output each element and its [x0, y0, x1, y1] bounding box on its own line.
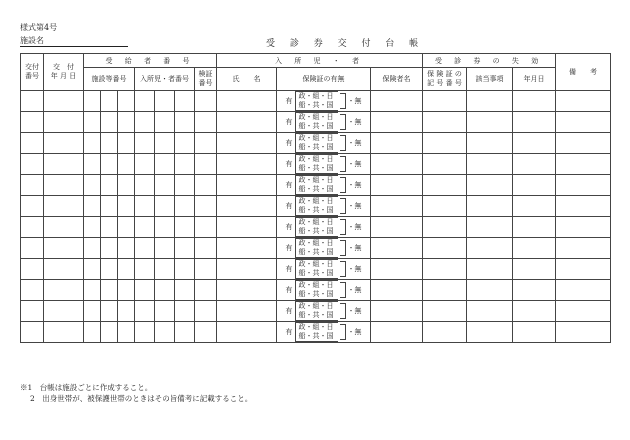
- insurance-types-1[interactable]: 政・組・日: [295, 133, 338, 143]
- cell-insurance-card: [277, 91, 371, 112]
- cell-verify-no[interactable]: [195, 301, 217, 322]
- cell-resident-no-2[interactable]: [155, 238, 175, 259]
- insurance-types-2[interactable]: 船・共・国: [295, 206, 338, 216]
- cell-verify-no[interactable]: [195, 217, 217, 238]
- cell-remarks[interactable]: [556, 112, 611, 133]
- cell-facility-no-3[interactable]: [118, 196, 135, 217]
- cell-issue-date[interactable]: [44, 175, 84, 196]
- cell-insurance-card: [277, 217, 371, 238]
- cell-facility-no-3[interactable]: [118, 259, 135, 280]
- bracket-mark: [340, 282, 346, 298]
- insurance-has[interactable]: 有: [285, 286, 293, 294]
- cell-resident-no-2[interactable]: [155, 301, 175, 322]
- cell-resident-no-1[interactable]: [135, 175, 155, 196]
- cell-issue-no[interactable]: [21, 322, 44, 343]
- cell-resident-no-1[interactable]: [135, 259, 155, 280]
- bracket-mark: [340, 114, 346, 130]
- insurance-has[interactable]: 有: [285, 181, 293, 189]
- cell-verify-no[interactable]: [195, 259, 217, 280]
- cell-resident-no-2[interactable]: [155, 196, 175, 217]
- cell-name[interactable]: [217, 280, 277, 301]
- insurance-has[interactable]: 有: [285, 139, 293, 147]
- cell-facility-no-3[interactable]: [118, 133, 135, 154]
- cell-matter[interactable]: [467, 238, 513, 259]
- table-row: [21, 196, 611, 217]
- insurance-none[interactable]: ・無: [347, 286, 362, 294]
- table-row: [21, 91, 611, 112]
- insurance-none[interactable]: ・無: [347, 223, 362, 231]
- bracket-mark: [340, 93, 346, 109]
- cell-facility-no-1[interactable]: [84, 280, 101, 301]
- cell-valid-date[interactable]: [513, 238, 556, 259]
- cell-verify-no[interactable]: [195, 175, 217, 196]
- cell-resident-no-1[interactable]: [135, 112, 155, 133]
- cell-facility-no-2[interactable]: [101, 154, 118, 175]
- cell-facility-no-3[interactable]: [118, 280, 135, 301]
- cell-issue-date[interactable]: [44, 154, 84, 175]
- cell-issue-date[interactable]: [44, 91, 84, 112]
- cell-card-symbol[interactable]: [423, 280, 467, 301]
- cell-insured-name[interactable]: [371, 196, 423, 217]
- cell-card-symbol[interactable]: [423, 91, 467, 112]
- insurance-has[interactable]: 有: [285, 97, 293, 105]
- cell-verify-no[interactable]: [195, 154, 217, 175]
- cell-insured-name[interactable]: [371, 280, 423, 301]
- cell-verify-no[interactable]: [195, 238, 217, 259]
- insurance-types-2[interactable]: 船・共・国: [295, 290, 338, 300]
- insurance-none[interactable]: ・無: [347, 97, 362, 105]
- cell-resident-no-3[interactable]: [175, 280, 195, 301]
- cell-insurance-card: [277, 196, 371, 217]
- cell-facility-no-1[interactable]: [84, 301, 101, 322]
- cell-name[interactable]: [217, 238, 277, 259]
- cell-resident-no-2[interactable]: [155, 280, 175, 301]
- insurance-has[interactable]: 有: [285, 223, 293, 231]
- cell-verify-no[interactable]: [195, 280, 217, 301]
- cell-remarks[interactable]: [556, 133, 611, 154]
- col-header-resident-group: 入 所 児 ・ 者: [217, 54, 423, 68]
- cell-resident-no-2[interactable]: [155, 259, 175, 280]
- note-1: ※1 台帳は施設ごとに作成すること。: [20, 383, 153, 392]
- cell-resident-no-2[interactable]: [155, 322, 175, 343]
- cell-resident-no-3[interactable]: [175, 301, 195, 322]
- cell-valid-date[interactable]: [513, 322, 556, 343]
- insurance-types-2[interactable]: 船・共・国: [295, 311, 338, 321]
- cell-valid-date[interactable]: [513, 259, 556, 280]
- cell-facility-no-2[interactable]: [101, 175, 118, 196]
- cell-issue-no[interactable]: [21, 301, 44, 322]
- cell-valid-date[interactable]: [513, 217, 556, 238]
- cell-facility-no-3[interactable]: [118, 217, 135, 238]
- cell-insurance-card: [277, 301, 371, 322]
- cell-facility-no-3[interactable]: [118, 322, 135, 343]
- cell-insurance-card: [277, 112, 371, 133]
- cell-facility-no-2[interactable]: [101, 91, 118, 112]
- cell-resident-no-3[interactable]: [175, 112, 195, 133]
- cell-facility-no-3[interactable]: [118, 154, 135, 175]
- cell-insured-name[interactable]: [371, 301, 423, 322]
- cell-name[interactable]: [217, 322, 277, 343]
- insurance-none[interactable]: ・無: [347, 328, 362, 336]
- cell-name[interactable]: [217, 196, 277, 217]
- cell-card-symbol[interactable]: [423, 133, 467, 154]
- cell-insured-name[interactable]: [371, 322, 423, 343]
- cell-matter[interactable]: [467, 133, 513, 154]
- cell-matter[interactable]: [467, 91, 513, 112]
- cell-card-symbol[interactable]: [423, 259, 467, 280]
- insurance-has[interactable]: 有: [285, 244, 293, 252]
- insurance-types-2[interactable]: 船・共・国: [295, 269, 338, 279]
- cell-verify-no[interactable]: [195, 91, 217, 112]
- cell-valid-date[interactable]: [513, 301, 556, 322]
- cell-valid-date[interactable]: [513, 112, 556, 133]
- insurance-has[interactable]: 有: [285, 202, 293, 210]
- cell-resident-no-1[interactable]: [135, 238, 155, 259]
- col-header-resident-no: 入所児・者番号: [135, 68, 195, 91]
- insurance-types-1[interactable]: 政・組・日: [295, 196, 338, 206]
- cell-insurance-card: [277, 280, 371, 301]
- cell-verify-no[interactable]: [195, 322, 217, 343]
- cell-card-symbol[interactable]: [423, 322, 467, 343]
- cell-valid-date[interactable]: [513, 154, 556, 175]
- insurance-has[interactable]: 有: [285, 160, 293, 168]
- cell-resident-no-2[interactable]: [155, 112, 175, 133]
- cell-matter[interactable]: [467, 301, 513, 322]
- cell-facility-no-2[interactable]: [101, 133, 118, 154]
- cell-matter[interactable]: [467, 112, 513, 133]
- cell-resident-no-3[interactable]: [175, 91, 195, 112]
- cell-resident-no-3[interactable]: [175, 259, 195, 280]
- cell-remarks[interactable]: [556, 196, 611, 217]
- cell-resident-no-1[interactable]: [135, 154, 155, 175]
- insurance-has[interactable]: 有: [285, 328, 293, 336]
- cell-insurance-card: [277, 259, 371, 280]
- cell-remarks[interactable]: [556, 259, 611, 280]
- cell-facility-no-1[interactable]: [84, 154, 101, 175]
- table-row: [21, 175, 611, 196]
- cell-issue-date[interactable]: [44, 133, 84, 154]
- cell-facility-no-3[interactable]: [118, 112, 135, 133]
- bracket-mark: [340, 156, 346, 172]
- cell-issue-no[interactable]: [21, 91, 44, 112]
- col-header-remarks: 備 考: [556, 54, 611, 91]
- note-2: 2 出身世帯が、被保護世帯のときはその旨備考に記載すること。: [30, 394, 253, 403]
- table-row: [21, 238, 611, 259]
- cell-name[interactable]: [217, 175, 277, 196]
- cell-issue-date[interactable]: [44, 217, 84, 238]
- cell-facility-no-3[interactable]: [118, 175, 135, 196]
- cell-valid-date[interactable]: [513, 280, 556, 301]
- col-header-verify-no: 検証 番号: [195, 68, 217, 91]
- cell-resident-no-2[interactable]: [155, 91, 175, 112]
- insurance-none[interactable]: ・無: [347, 202, 362, 210]
- cell-resident-no-1[interactable]: [135, 196, 155, 217]
- cell-resident-no-1[interactable]: [135, 91, 155, 112]
- cell-matter[interactable]: [467, 154, 513, 175]
- col-header-facility-no: 施設等番号: [84, 68, 135, 91]
- cell-issue-date[interactable]: [44, 280, 84, 301]
- page-title: 受 診 券 交 付 台 帳: [266, 39, 425, 49]
- cell-issue-date[interactable]: [44, 196, 84, 217]
- cell-insured-name[interactable]: [371, 91, 423, 112]
- register-table: [20, 53, 611, 343]
- cell-resident-no-2[interactable]: [155, 133, 175, 154]
- cell-resident-no-1[interactable]: [135, 217, 155, 238]
- cell-resident-no-2[interactable]: [155, 217, 175, 238]
- insurance-types-1[interactable]: 政・組・日: [295, 112, 338, 122]
- cell-card-symbol[interactable]: [423, 175, 467, 196]
- cell-facility-no-2[interactable]: [101, 301, 118, 322]
- col-header-matter: 該当事項: [467, 68, 513, 91]
- cell-resident-no-1[interactable]: [135, 301, 155, 322]
- bracket-mark: [340, 177, 346, 193]
- cell-name[interactable]: [217, 301, 277, 322]
- cell-matter[interactable]: [467, 175, 513, 196]
- cell-issue-no[interactable]: [21, 175, 44, 196]
- cell-resident-no-3[interactable]: [175, 196, 195, 217]
- cell-remarks[interactable]: [556, 217, 611, 238]
- cell-name[interactable]: [217, 112, 277, 133]
- insurance-types-1[interactable]: 政・組・日: [295, 217, 338, 227]
- cell-matter[interactable]: [467, 280, 513, 301]
- cell-issue-no[interactable]: [21, 112, 44, 133]
- col-header-issue-date: 交 付 年 月 日: [44, 54, 84, 91]
- cell-remarks[interactable]: [556, 91, 611, 112]
- cell-issue-no[interactable]: [21, 217, 44, 238]
- cell-matter[interactable]: [467, 196, 513, 217]
- bracket-mark: [340, 240, 346, 256]
- table-row: [21, 280, 611, 301]
- cell-name[interactable]: [217, 259, 277, 280]
- cell-resident-no-1[interactable]: [135, 322, 155, 343]
- col-header-name: 氏 名: [217, 68, 277, 91]
- cell-facility-no-2[interactable]: [101, 280, 118, 301]
- bracket-mark: [340, 135, 346, 151]
- insurance-types-1[interactable]: 政・組・日: [295, 175, 338, 185]
- cell-remarks[interactable]: [556, 154, 611, 175]
- cell-verify-no[interactable]: [195, 112, 217, 133]
- facility-name-field[interactable]: 施設名: [20, 36, 128, 47]
- insurance-types-2[interactable]: 船・共・国: [295, 122, 338, 132]
- insurance-types-1[interactable]: 政・組・日: [295, 154, 338, 164]
- cell-facility-no-1[interactable]: [84, 322, 101, 343]
- cell-insured-name[interactable]: [371, 133, 423, 154]
- cell-insurance-card: [277, 238, 371, 259]
- cell-facility-no-1[interactable]: [84, 133, 101, 154]
- cell-resident-no-3[interactable]: [175, 217, 195, 238]
- cell-facility-no-2[interactable]: [101, 112, 118, 133]
- insurance-none[interactable]: ・無: [347, 139, 362, 147]
- col-header-insured-name: 保険者名: [371, 68, 423, 91]
- cell-verify-no[interactable]: [195, 133, 217, 154]
- insurance-types-2[interactable]: 船・共・国: [295, 101, 338, 111]
- notes: [20, 382, 252, 404]
- table-row: [21, 259, 611, 280]
- cell-facility-no-3[interactable]: [118, 301, 135, 322]
- insurance-types-1[interactable]: 政・組・日: [295, 238, 338, 248]
- cell-facility-no-1[interactable]: [84, 91, 101, 112]
- cell-insured-name[interactable]: [371, 259, 423, 280]
- col-header-issue-no: 交付 番号: [21, 54, 44, 91]
- insurance-types-2[interactable]: 船・共・国: [295, 248, 338, 258]
- insurance-types-2[interactable]: 船・共・国: [295, 143, 338, 153]
- insurance-none[interactable]: ・無: [347, 244, 362, 252]
- table-row: [21, 133, 611, 154]
- cell-name[interactable]: [217, 154, 277, 175]
- cell-facility-no-2[interactable]: [101, 196, 118, 217]
- cell-issue-date[interactable]: [44, 259, 84, 280]
- cell-matter[interactable]: [467, 217, 513, 238]
- insurance-has[interactable]: 有: [285, 307, 293, 315]
- cell-facility-no-2[interactable]: [101, 259, 118, 280]
- cell-verify-no[interactable]: [195, 196, 217, 217]
- cell-resident-no-3[interactable]: [175, 322, 195, 343]
- cell-issue-no[interactable]: [21, 280, 44, 301]
- table-row: [21, 217, 611, 238]
- cell-card-symbol[interactable]: [423, 112, 467, 133]
- cell-valid-date[interactable]: [513, 91, 556, 112]
- cell-valid-date[interactable]: [513, 196, 556, 217]
- cell-insurance-card: [277, 322, 371, 343]
- cell-resident-no-3[interactable]: [175, 154, 195, 175]
- insurance-types-2[interactable]: 船・共・国: [295, 227, 338, 237]
- col-header-card-symbol: 保 険 証 の 記 号 番 号: [423, 68, 467, 91]
- insurance-has[interactable]: 有: [285, 265, 293, 273]
- cell-facility-no-2[interactable]: [101, 238, 118, 259]
- cell-issue-date[interactable]: [44, 238, 84, 259]
- cell-card-symbol[interactable]: [423, 196, 467, 217]
- cell-facility-no-1[interactable]: [84, 238, 101, 259]
- cell-facility-no-2[interactable]: [101, 217, 118, 238]
- cell-resident-no-2[interactable]: [155, 154, 175, 175]
- cell-resident-no-3[interactable]: [175, 238, 195, 259]
- col-header-validity-group: 受 診 券 の 失 効: [423, 54, 556, 68]
- cell-card-symbol[interactable]: [423, 217, 467, 238]
- cell-facility-no-1[interactable]: [84, 175, 101, 196]
- cell-valid-date[interactable]: [513, 133, 556, 154]
- insurance-types-1[interactable]: 政・組・日: [295, 301, 338, 311]
- table-row: [21, 322, 611, 343]
- cell-remarks[interactable]: [556, 301, 611, 322]
- insurance-types-1[interactable]: 政・組・日: [295, 259, 338, 269]
- cell-insured-name[interactable]: [371, 154, 423, 175]
- cell-issue-date[interactable]: [44, 301, 84, 322]
- cell-insured-name[interactable]: [371, 238, 423, 259]
- cell-card-symbol[interactable]: [423, 154, 467, 175]
- cell-facility-no-1[interactable]: [84, 112, 101, 133]
- cell-resident-no-1[interactable]: [135, 280, 155, 301]
- insurance-none[interactable]: ・無: [347, 160, 362, 168]
- cell-matter[interactable]: [467, 259, 513, 280]
- bracket-mark: [340, 303, 346, 319]
- cell-issue-date[interactable]: [44, 322, 84, 343]
- table-row: [21, 112, 611, 133]
- table-row: [21, 301, 611, 322]
- insurance-none[interactable]: ・無: [347, 118, 362, 126]
- insurance-types-1[interactable]: 政・組・日: [295, 280, 338, 290]
- cell-remarks[interactable]: [556, 280, 611, 301]
- cell-remarks[interactable]: [556, 238, 611, 259]
- cell-facility-no-2[interactable]: [101, 322, 118, 343]
- insurance-types-1[interactable]: 政・組・日: [295, 91, 338, 101]
- cell-issue-no[interactable]: [21, 154, 44, 175]
- cell-name[interactable]: [217, 217, 277, 238]
- insurance-types-2[interactable]: 船・共・国: [295, 164, 338, 174]
- insurance-none[interactable]: ・無: [347, 181, 362, 189]
- cell-facility-no-1[interactable]: [84, 196, 101, 217]
- cell-insurance-card: [277, 133, 371, 154]
- col-header-insurance-card: 保険証の有無: [277, 68, 371, 91]
- insurance-types-1[interactable]: 政・組・日: [295, 322, 338, 332]
- table-row: [21, 154, 611, 175]
- cell-remarks[interactable]: [556, 322, 611, 343]
- cell-resident-no-1[interactable]: [135, 133, 155, 154]
- cell-resident-no-3[interactable]: [175, 133, 195, 154]
- insurance-has[interactable]: 有: [285, 118, 293, 126]
- cell-card-symbol[interactable]: [423, 238, 467, 259]
- cell-issue-no[interactable]: [21, 196, 44, 217]
- bracket-mark: [340, 324, 346, 340]
- cell-name[interactable]: [217, 91, 277, 112]
- form-number: 様式第4号: [20, 23, 58, 32]
- insurance-types-2[interactable]: 船・共・国: [295, 332, 338, 342]
- cell-facility-no-3[interactable]: [118, 91, 135, 112]
- cell-resident-no-3[interactable]: [175, 175, 195, 196]
- cell-issue-no[interactable]: [21, 259, 44, 280]
- cell-remarks[interactable]: [556, 175, 611, 196]
- bracket-mark: [340, 261, 346, 277]
- cell-insurance-card: [277, 175, 371, 196]
- insurance-none[interactable]: ・無: [347, 265, 362, 273]
- cell-facility-no-3[interactable]: [118, 238, 135, 259]
- cell-name[interactable]: [217, 133, 277, 154]
- cell-issue-no[interactable]: [21, 238, 44, 259]
- bracket-mark: [340, 219, 346, 235]
- cell-resident-no-2[interactable]: [155, 175, 175, 196]
- col-header-valid-date: 年月日: [513, 68, 556, 91]
- cell-insured-name[interactable]: [371, 112, 423, 133]
- cell-card-symbol[interactable]: [423, 301, 467, 322]
- cell-facility-no-1[interactable]: [84, 217, 101, 238]
- insurance-types-2[interactable]: 船・共・国: [295, 185, 338, 195]
- cell-matter[interactable]: [467, 322, 513, 343]
- cell-insured-name[interactable]: [371, 175, 423, 196]
- bracket-mark: [340, 198, 346, 214]
- cell-valid-date[interactable]: [513, 175, 556, 196]
- cell-facility-no-1[interactable]: [84, 259, 101, 280]
- col-header-recipient-no: 受 給 者 番 号: [84, 54, 217, 68]
- cell-issue-no[interactable]: [21, 133, 44, 154]
- insurance-none[interactable]: ・無: [347, 307, 362, 315]
- cell-insurance-card: [277, 154, 371, 175]
- cell-issue-date[interactable]: [44, 112, 84, 133]
- cell-insured-name[interactable]: [371, 217, 423, 238]
